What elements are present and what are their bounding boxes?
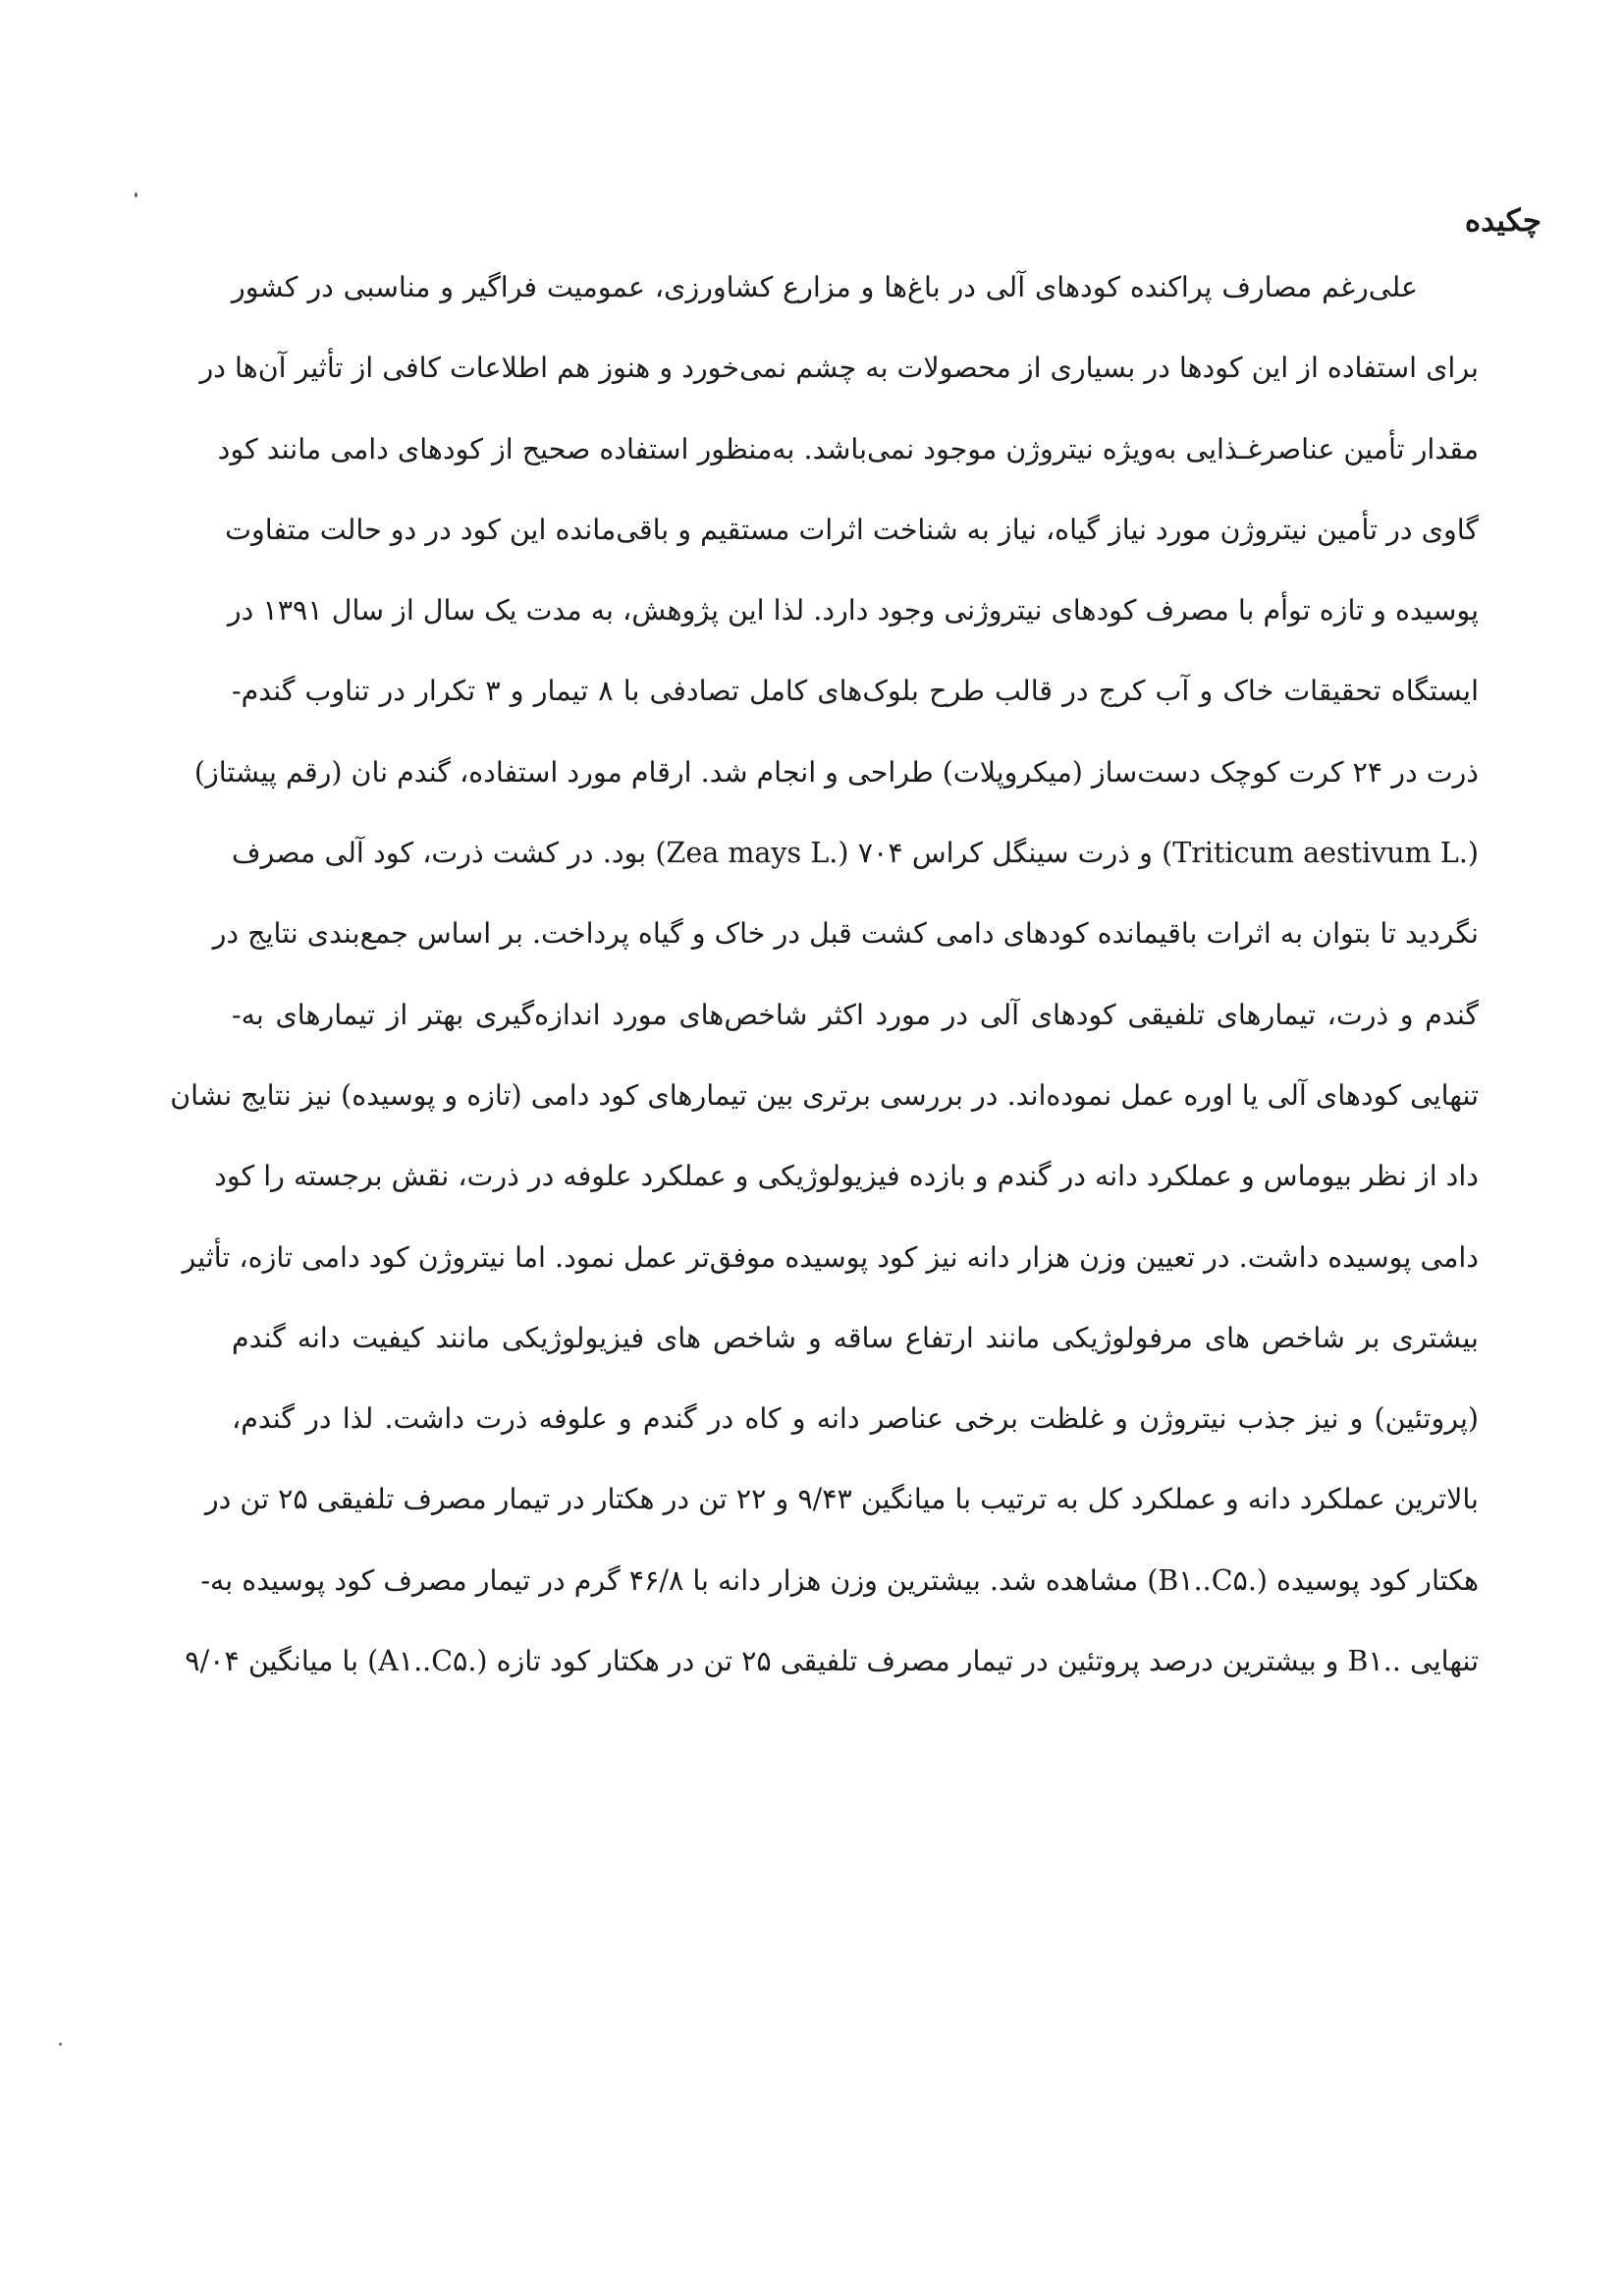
- abstract-line: (.Triticum aestivum L) و ذرت سینگل کراس ۷۰۴ (.Zea mays L) بود. در کشت ذرت، کود آلی مصرف: [232, 837, 1480, 870]
- abstract-line: هکتار کود پوسیده (.B۱..C۵) مشاهده شد. بیشترین وزن هزار دانه با ۴۶/۸ گرم در تیمار مصرف کود پوسیده به-: [200, 1563, 1479, 1597]
- abstract-line: برای استفاده از این کودها در بسیاری از محصولات به چشم نمی‌خورد و هنوز هم اطلاعات کافی از تأثیر آن‌ها در: [199, 352, 1479, 385]
- abstract-line: گاوی در تأمین نیتروژن مورد نیاز گیاه، نیاز به شناخت اثرات مستقیم و باقی‌مانده این کود در دو حالت متفاوت: [225, 513, 1479, 546]
- abstract-line: تنهایی کودهای آلی یا اوره عمل نموده‌اند. در بررسی برتری بین تیمارهای کود دامی (تازه و پوسیده) نیز نتایج نشان: [170, 1078, 1479, 1112]
- abstract-line: ذرت در ۲۴ کرت کوچک دست‌ساز (میکروپلات) طراحی و انجام شد. ارقام مورد استفاده، گندم نان (رقم پیشتاز): [193, 755, 1479, 789]
- abstract-line: دامی پوسیده داشت. در تعیین وزن هزار دانه نیز کود پوسیده موفق‌تر عمل نمود. اما نیتروژن کود دامی تازه، تأثیر: [182, 1240, 1479, 1274]
- scan-speck: [59, 2043, 62, 2046]
- abstract-line: داد از نظر بیوماس و عملکرد دانه در گندم و بازده فیزیولوژیکی و عملکرد علوفه در ذرت، نقش برجسته را کود: [214, 1160, 1479, 1193]
- abstract-line: علی‌رغم مصارف پراکنده کودهای آلی در باغ‌ها و مزارع کشاورزی، عمومیت فراگیر و مناسبی در کشور: [232, 271, 1418, 303]
- abstract-heading: چکیده: [1464, 203, 1542, 239]
- abstract-line: بالاترین عملکرد دانه و عملکرد کل به ترتیب با میانگین ۹/۴۳ و ۲۲ تن در هکتار در تیمار مصرف تلفیقی ۲۵ تن در: [204, 1483, 1479, 1516]
- abstract-line: پوسیده و تازه توأم با مصرف کودهای نیتروژنی وجود دارد. لذا این پژوهش، به مدت یک سال از سال ۱۳۹۱ در: [227, 594, 1479, 628]
- abstract-line: گندم و ذرت، تیمارهای تلفیقی کودهای آلی در مورد اکثر شاخص‌های مورد اندازه‌گیری بهتر از تیمارهای به-: [232, 998, 1479, 1031]
- abstract-line: مقدار تأمین عناصرغـذایی به‌ویژه نیتروژن موجود نمی‌باشد. به‌منظور استفاده صحیح از کودهای دامی مانند کود: [217, 432, 1479, 465]
- abstract-line: ایستگاه تحقیقات خاک و آب کرج در قالب طرح بلوک‌های کامل تصادفی با ۸ تیمار و ۳ تکرار در تناوب گندم-: [232, 675, 1479, 708]
- scan-speck: [135, 192, 137, 197]
- abstract-body: [170, 247, 1540, 1702]
- abstract-line: تنهایی ..B۱ و بیشترین درصد پروتئین در تیمار مصرف تلفیقی ۲۵ تن در هکتار کود تازه (.A۱..C۵) با میانگین ۹/۰۴: [185, 1645, 1479, 1678]
- abstract-line: بیشتری بر شاخص های مرفولوژیکی مانند ارتفاع ساقه و شاخص های فیزیولوژیکی مانند کیفیت دانه گندم: [232, 1321, 1479, 1354]
- abstract-line: (پروتئین) و نیز جذب نیتروژن و غلظت برخی عناصر دانه و کاه در گندم و علوفه ذرت داشت. لذا در گندم،: [232, 1402, 1479, 1436]
- abstract-line: نگردید تا بتوان به اثرات باقیمانده کودهای دامی کشت قبل در خاک و گیاه پرداخت. بر اساس جمع‌بندی نتایج در: [212, 917, 1479, 951]
